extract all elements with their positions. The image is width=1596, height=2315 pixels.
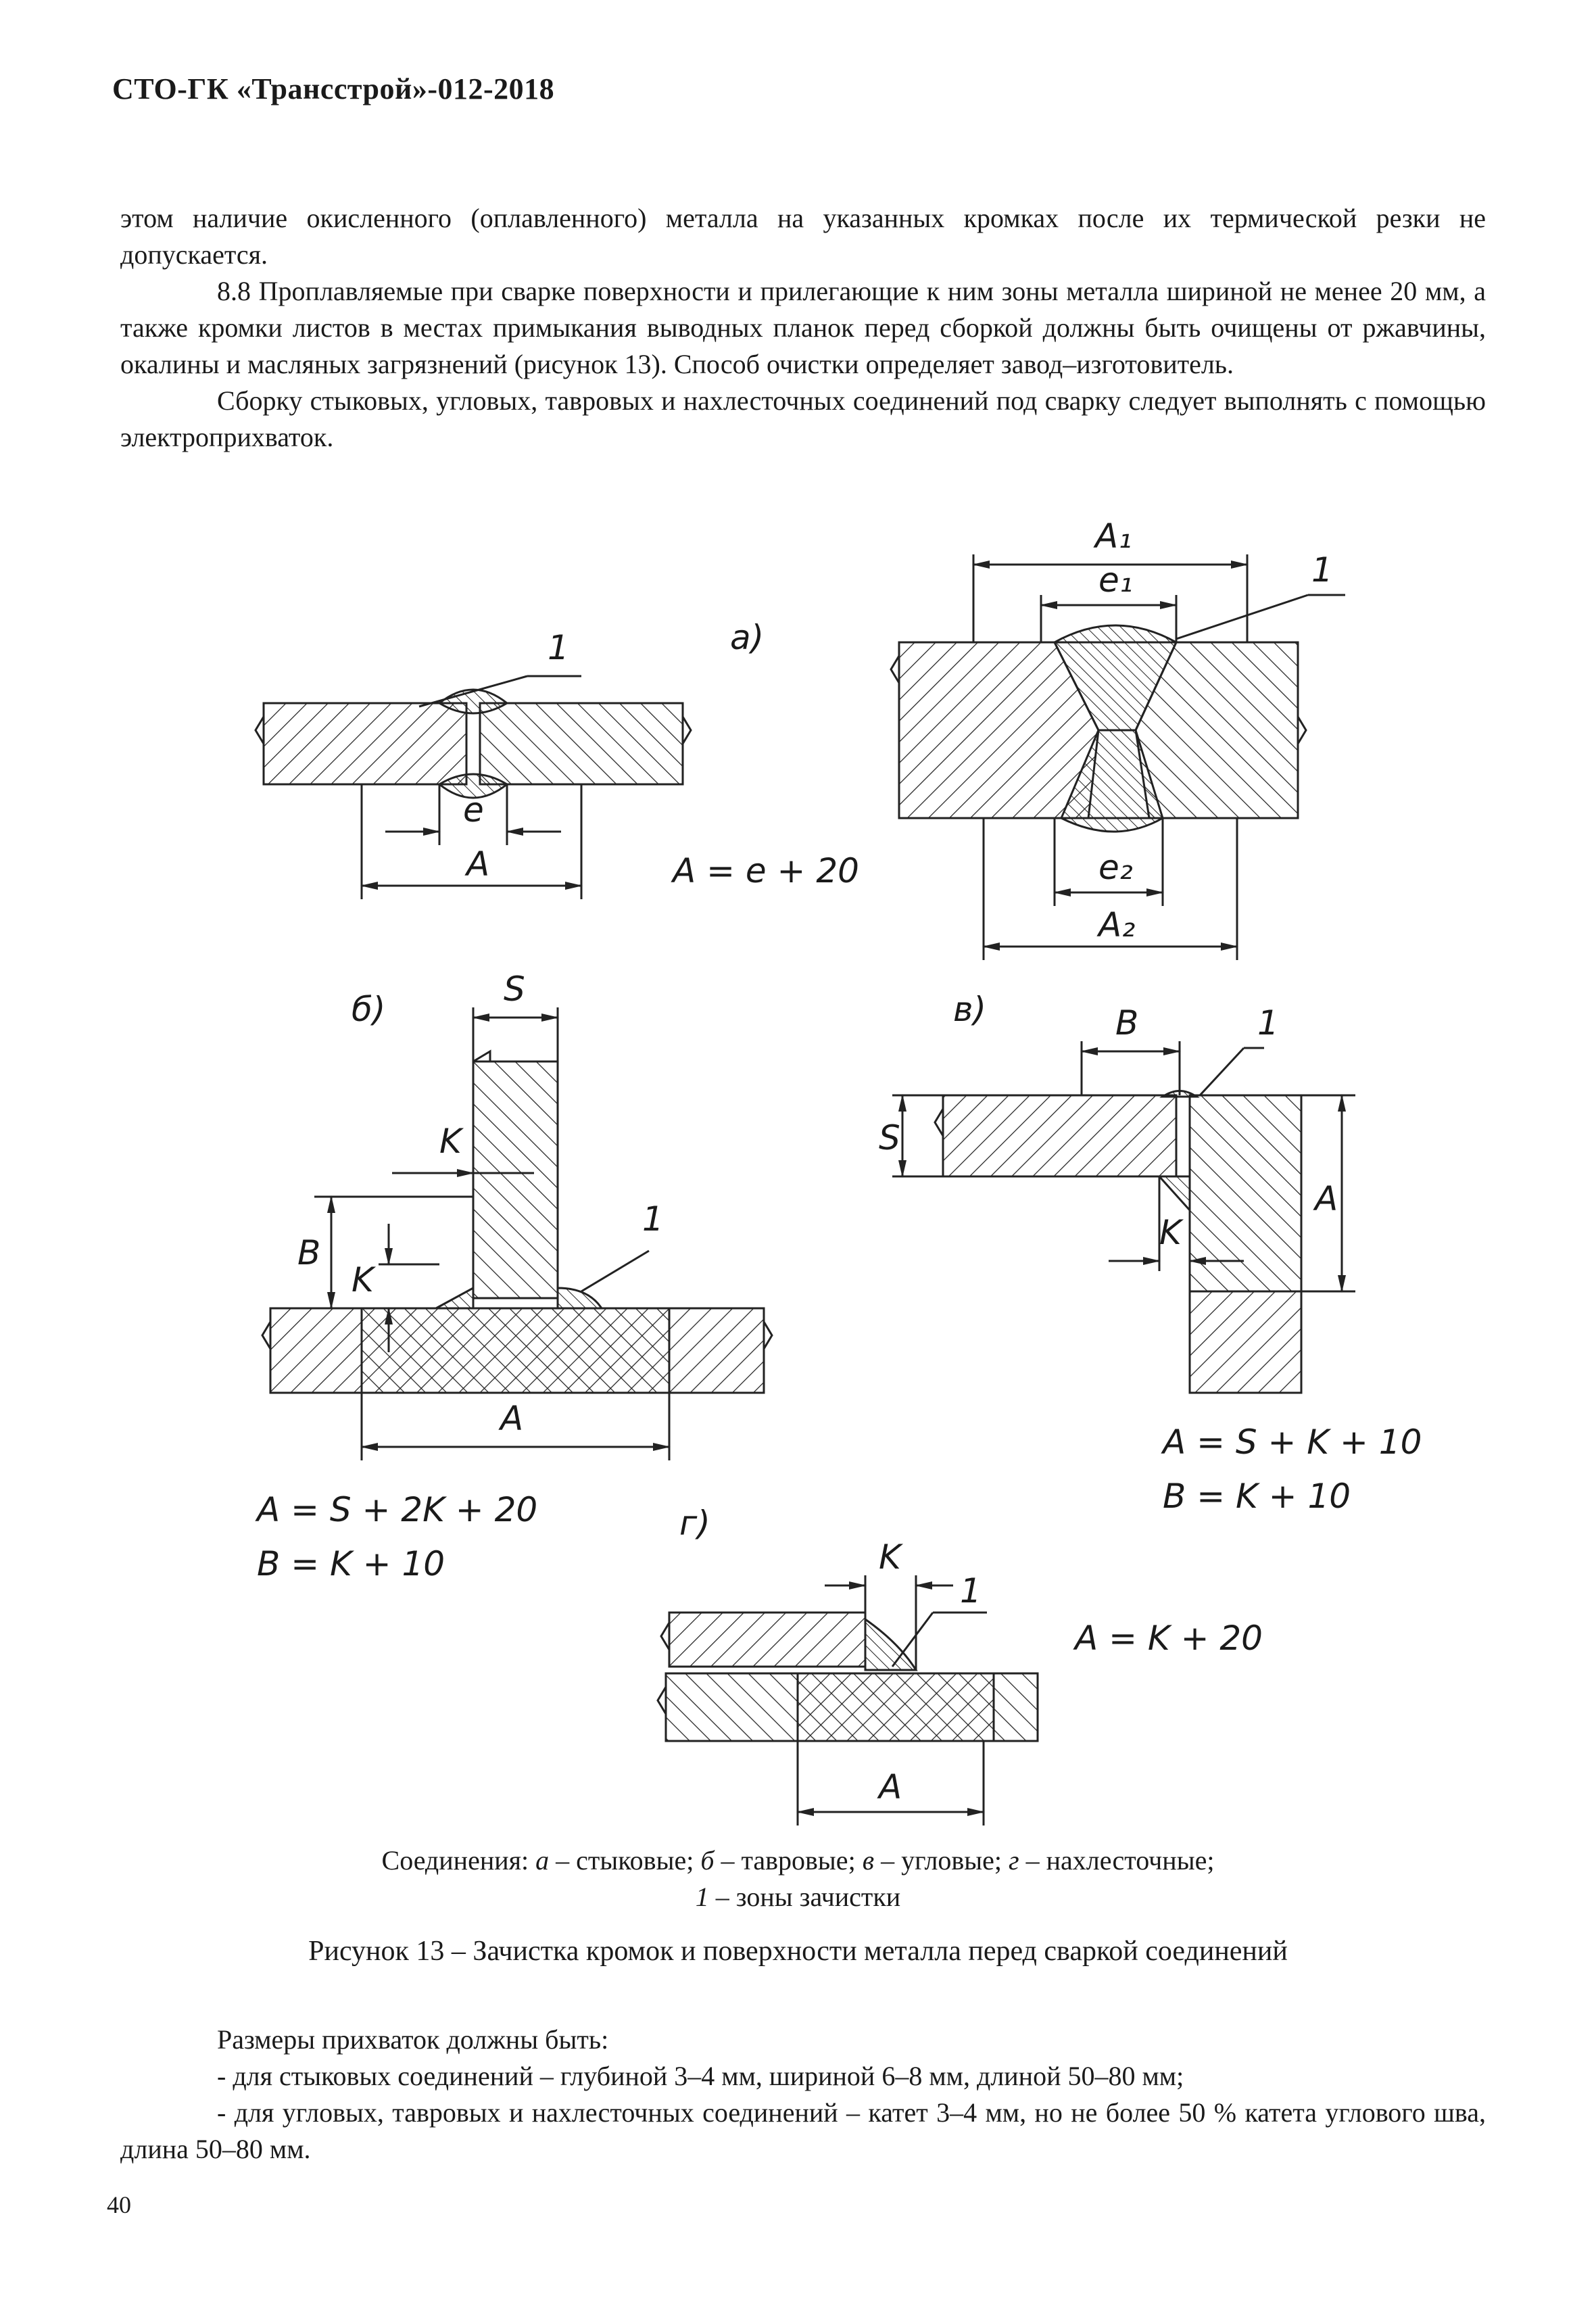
label-1-a: 1 bbox=[548, 628, 569, 667]
dim-S-v: S bbox=[879, 1118, 900, 1158]
label-1-b: 1 bbox=[642, 1199, 664, 1239]
dim-B-b: B bbox=[297, 1233, 321, 1272]
paragraph-assembly: Сборку стыковых, угловых, тавровых и нахлесточных соединений под сварку следует выполнять с помощью электроприхваток. bbox=[120, 385, 1486, 452]
dim-K-b: K bbox=[439, 1122, 462, 1161]
dim-A-g: A bbox=[879, 1767, 902, 1807]
dim-K-v: K bbox=[1159, 1213, 1182, 1252]
tag-v: в) bbox=[953, 990, 986, 1029]
page-number: 40 bbox=[107, 2191, 131, 2218]
formula-b-1: A = S + 2K + 20 bbox=[257, 1490, 538, 1529]
tag-a: а) bbox=[730, 618, 765, 657]
joint-g-lap bbox=[658, 1575, 1038, 1825]
joint-a-right bbox=[891, 554, 1345, 960]
dim-A1: A₁ bbox=[1095, 517, 1132, 556]
formula-b-2: B = K + 10 bbox=[257, 1544, 445, 1583]
dim-e: e bbox=[463, 790, 484, 830]
tag-b: б) bbox=[352, 990, 386, 1029]
dim-K2-b: K bbox=[352, 1260, 374, 1299]
joint-b-tee bbox=[262, 1007, 772, 1460]
paragraph-8-8: 8.8 Проплавляемые при сварке поверхности и прилегающие к ним зоны металла шириной не менее 20 мм, а также кромки листов в местах примыкания выводных планок перед сборкой должны быть очищены от ржавчины, окалины и масляных загрязнений (рисунок 13). Способ очистки определяет завод–изготовитель. bbox=[120, 276, 1486, 379]
paragraph-tack-fillet: - для угловых, тавровых и нахлесточных соединений – катет 3–4 мм, но не более 50 % катета углового шва, длина 50–80 мм. bbox=[120, 2097, 1486, 2164]
dim-A2: A₂ bbox=[1098, 905, 1136, 945]
dim-K-g: K bbox=[879, 1537, 901, 1577]
dim-A-a: A bbox=[466, 844, 490, 884]
tack-weld-requirements bbox=[120, 2022, 1486, 2168]
dim-A-v: A bbox=[1315, 1179, 1338, 1218]
dim-S-b: S bbox=[504, 970, 525, 1009]
figure-caption: Соединения: а – стыковые; б – тавровые; в – угловые; г – нахлесточные; 1 – зоны зачистки bbox=[381, 1845, 1215, 1912]
dim-e1: e₁ bbox=[1098, 560, 1133, 600]
dim-B-v: B bbox=[1115, 1003, 1139, 1043]
formula-a: A = e + 20 bbox=[673, 851, 859, 890]
tag-g: г) bbox=[679, 1504, 710, 1543]
paragraph-tack-butt: - для стыковых соединений – глубиной 3–4 мм, шириной 6–8 мм, длиной 50–80 мм; bbox=[217, 2061, 1184, 2091]
formula-g: A = K + 20 bbox=[1075, 1619, 1263, 1658]
label-1-a-right: 1 bbox=[1311, 550, 1333, 590]
paragraph-tack-intro: Размеры прихваток должны быть: bbox=[217, 2024, 609, 2055]
document-header: СТО-ГК «Трансстрой»-012-2018 bbox=[112, 72, 555, 105]
figure-title: Рисунок 13 – Зачистка кромок и поверхности металла перед сваркой соединений bbox=[308, 1936, 1288, 1967]
label-1-v: 1 bbox=[1257, 1003, 1279, 1043]
dim-A-b: A bbox=[500, 1399, 524, 1438]
dim-e2: e₂ bbox=[1098, 848, 1133, 887]
joint-v-corner bbox=[892, 1041, 1355, 1393]
formula-v-1: A = S + K + 10 bbox=[1163, 1423, 1422, 1462]
label-1-g: 1 bbox=[960, 1571, 982, 1610]
paragraph-1: этом наличие окисленного (оплавленного) металла на указанных кромках после их термической резки не допускается. bbox=[120, 203, 1486, 270]
formula-v-2: B = K + 10 bbox=[1163, 1477, 1351, 1516]
